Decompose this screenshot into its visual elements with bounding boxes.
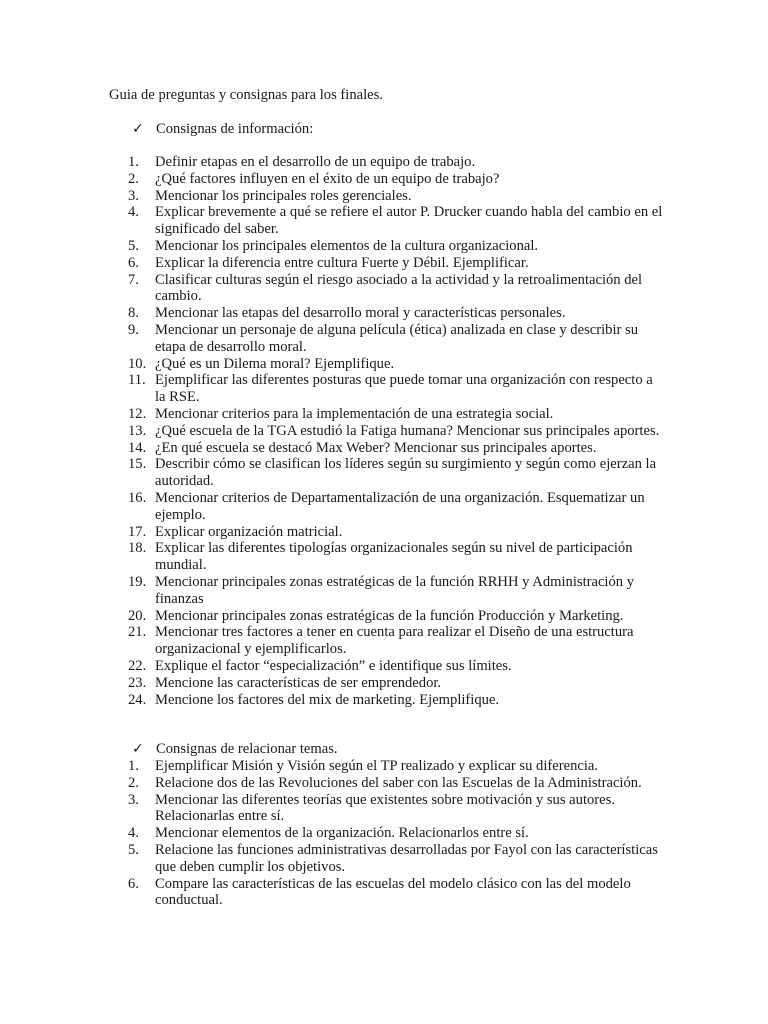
- item-number: 3.: [128, 791, 139, 808]
- list-item: [0, 372, 665, 406]
- list-item: [0, 692, 665, 709]
- list-item: [0, 775, 665, 792]
- checkmark-icon: ✓: [132, 741, 144, 757]
- item-number: 19.: [128, 573, 147, 590]
- list-item: [0, 204, 665, 238]
- list-item: [0, 574, 665, 608]
- item-text: Clasificar culturas según el riesgo asociado a la actividad y la retroalimentación del cambio.: [155, 271, 643, 305]
- list-item: [0, 842, 665, 876]
- list-item: [0, 524, 665, 541]
- item-number: 5.: [128, 237, 139, 254]
- list-item: [0, 608, 665, 625]
- item-number: 12.: [128, 405, 147, 422]
- list-item: [0, 322, 665, 356]
- list-item: [0, 154, 665, 171]
- item-number: 6.: [128, 254, 139, 271]
- item-number: 14.: [128, 439, 147, 456]
- item-number: 7.: [128, 271, 139, 288]
- item-number: 17.: [128, 523, 147, 540]
- item-number: 1.: [128, 154, 139, 170]
- item-number: 2.: [128, 170, 139, 187]
- list-item: [0, 406, 665, 423]
- item-text: Mencionar tres factores a tener en cuenta para realizar el Diseño de una estructura organizacional y ejemplificarlos.: [155, 624, 634, 658]
- section-heading-relacionar: [132, 741, 338, 758]
- list-item: [0, 440, 665, 457]
- list-item: [0, 238, 665, 255]
- item-text: ¿Qué factores influyen en el éxito de un equipo de trabajo?: [155, 170, 500, 187]
- item-number: 15.: [128, 456, 147, 473]
- item-number: 21.: [128, 624, 147, 641]
- item-number: 5.: [128, 841, 139, 858]
- list-item: [0, 758, 665, 775]
- item-text: Mencionar un personaje de alguna película (ética) analizada en clase y describir su etapa de desarrollo moral.: [155, 321, 638, 355]
- item-number: 20.: [128, 607, 147, 624]
- item-number: 6.: [128, 875, 139, 892]
- item-number: 4.: [128, 825, 139, 842]
- list-item: [0, 540, 665, 574]
- item-text: Explique el factor “especialización” e identifique sus límites.: [155, 657, 512, 674]
- list-item: [0, 658, 665, 675]
- item-text: ¿Qué es un Dilema moral? Ejemplifique.: [155, 355, 395, 372]
- list-item: [0, 624, 665, 658]
- item-text: ¿En qué escuela se destacó Max Weber? Mencionar sus principales aportes.: [155, 439, 597, 456]
- item-text: Mencionar los principales roles gerenciales.: [155, 187, 412, 204]
- item-text: Mencionar las etapas del desarrollo moral y características personales.: [155, 305, 566, 322]
- item-text: Ejemplificar Misión y Visión según el TP realizado y explicar su diferencia.: [155, 758, 599, 774]
- list-item: [0, 305, 665, 322]
- item-number: 4.: [128, 204, 139, 221]
- item-number: 11.: [128, 372, 146, 389]
- item-text: Mencionar criterios de Departamentalización de una organización. Esquematizar un ejemplo.: [155, 489, 645, 523]
- item-text: Relacione las funciones administrativas desarrolladas por Fayol con las características que deben cumplir los objetivos.: [155, 841, 658, 875]
- section-heading-informacion: [132, 121, 313, 138]
- item-number: 9.: [128, 321, 139, 338]
- list-item: [0, 423, 665, 440]
- list-item: [0, 792, 665, 826]
- item-text: Mencionar las diferentes teorías que existentes sobre motivación y sus autores. Relacionarlas entre sí.: [155, 791, 615, 825]
- item-text: Ejemplificar las diferentes posturas que puede tomar una organización con respecto a la RSE.: [155, 372, 653, 406]
- item-text: Definir etapas en el desarrollo de un equipo de trabajo.: [155, 154, 476, 170]
- list-item: [0, 188, 665, 205]
- list-item: [0, 825, 665, 842]
- item-text: Mencionar elementos de la organización. Relacionarlos entre sí.: [155, 825, 529, 842]
- item-number: 2.: [128, 774, 139, 791]
- item-text: Mencionar criterios para la implementación de una estrategia social.: [155, 405, 554, 422]
- item-text: Mencione los factores del mix de marketing. Ejemplifique.: [155, 691, 500, 708]
- list-item: [0, 255, 665, 272]
- item-text: Explicar organización matricial.: [155, 523, 343, 540]
- list-item: [0, 675, 665, 692]
- item-number: 16.: [128, 489, 147, 506]
- item-text: Mencione las características de ser emprendedor.: [155, 674, 442, 691]
- list-item: [0, 272, 665, 306]
- question-list-relacionar: [0, 758, 665, 909]
- item-text: Mencionar principales zonas estratégicas de la función Producción y Marketing.: [155, 607, 624, 624]
- item-text: Mencionar los principales elementos de la cultura organizacional.: [155, 237, 539, 254]
- item-text: Describir cómo se clasifican los líderes según su surgimiento y según como ejerzan la autoridad.: [155, 456, 657, 490]
- item-text: ¿Qué escuela de la TGA estudió la Fatiga humana? Mencionar sus principales aportes.: [155, 422, 660, 439]
- item-number: 13.: [128, 422, 147, 439]
- checkmark-icon: ✓: [132, 121, 144, 137]
- section-heading-label: Consignas de relacionar temas.: [156, 741, 338, 757]
- section-heading-label: Consignas de información:: [156, 121, 314, 137]
- document-title: Guia de preguntas y consignas para los finales.: [109, 87, 383, 103]
- item-text: Mencionar principales zonas estratégicas de la función RRHH y Administración y finanzas: [155, 573, 635, 607]
- list-item: [0, 356, 665, 373]
- item-number: 8.: [128, 305, 139, 322]
- item-text: Relacione dos de las Revoluciones del saber con las Escuelas de la Administración.: [155, 774, 642, 791]
- list-item: [0, 456, 665, 490]
- list-item: [0, 876, 665, 910]
- item-number: 22.: [128, 657, 147, 674]
- list-item: [0, 490, 665, 524]
- item-text: Explicar las diferentes tipologías organizacionales según su nivel de participación mundial.: [155, 540, 633, 574]
- question-list-informacion: [0, 154, 665, 708]
- item-number: 3.: [128, 187, 139, 204]
- item-number: 18.: [128, 540, 147, 557]
- item-number: 10.: [128, 355, 147, 372]
- item-number: 24.: [128, 691, 147, 708]
- item-number: 1.: [128, 758, 139, 774]
- item-text: Compare las características de las escuelas del modelo clásico con las del modelo conductual.: [155, 875, 631, 909]
- list-item: [0, 171, 665, 188]
- item-text: Explicar la diferencia entre cultura Fuerte y Débil. Ejemplificar.: [155, 254, 529, 271]
- item-text: Explicar brevemente a qué se refiere el autor P. Drucker cuando habla del cambio en el significado del saber.: [155, 204, 663, 238]
- item-number: 23.: [128, 674, 147, 691]
